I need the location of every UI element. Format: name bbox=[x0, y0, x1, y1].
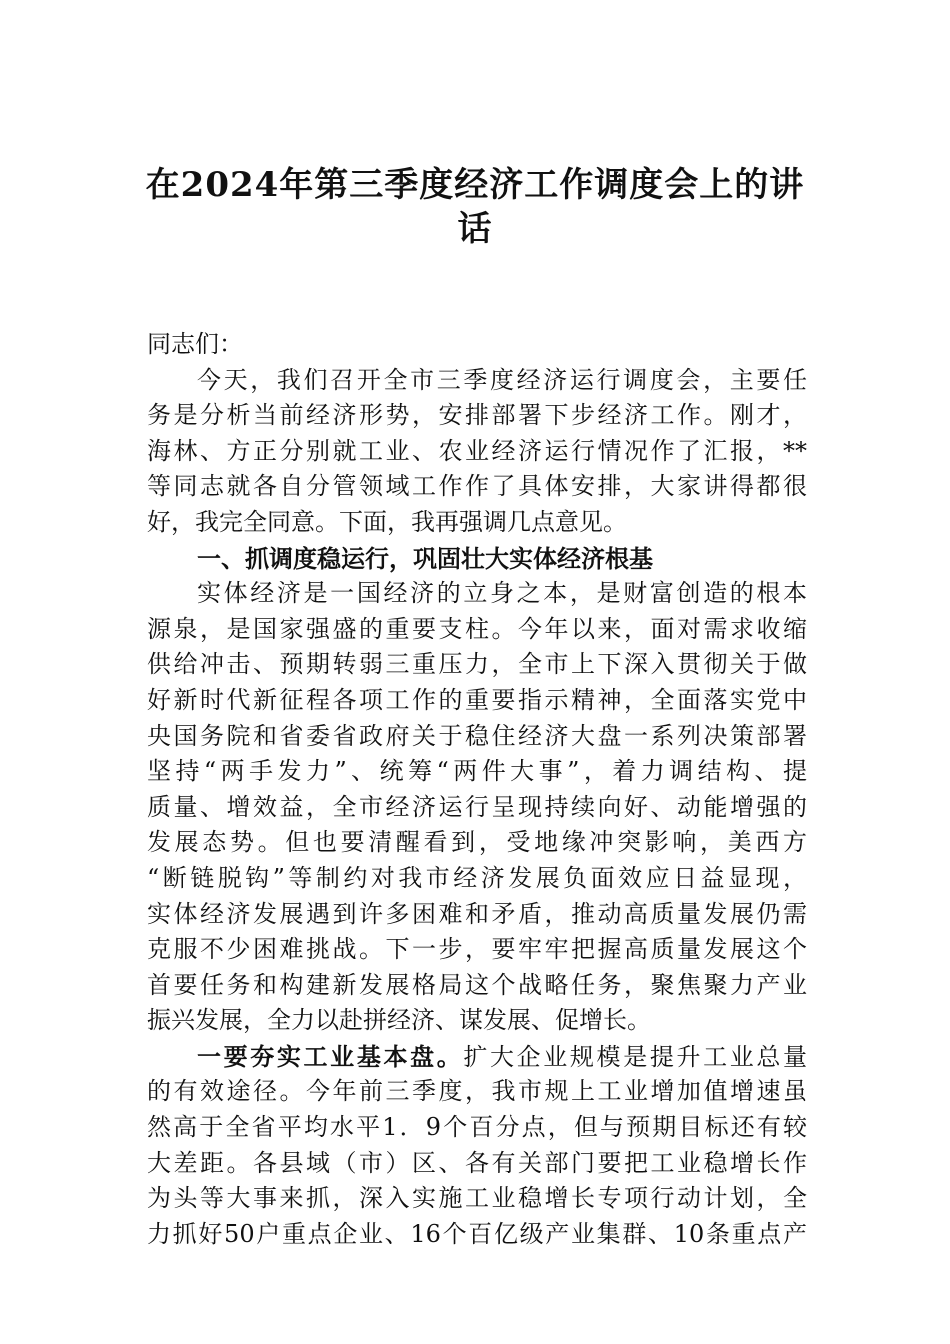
paragraph-3-line: 力抓好50户重点企业、16个百亿级产业集群、10条重点产 bbox=[147, 1219, 807, 1248]
document-body bbox=[147, 327, 807, 1252]
paragraph-2-line: 供给冲击、预期转弱三重压力，全市上下深入贯彻关于做 bbox=[147, 650, 807, 679]
paragraph-2-line: 坚持“两手发力”、统筹“两件大事”，着力调结构、提 bbox=[147, 757, 807, 786]
paragraph-1-line: 今天，我们召开全市三季度经济运行调度会，主要任 bbox=[197, 365, 807, 394]
paragraph-2-line: 克服不少困难挑战。下一步，要牢牢把握高质量发展这个 bbox=[147, 935, 807, 964]
paragraph-2-line: 实体经济是一国经济的立身之本，是财富创造的根本 bbox=[197, 579, 807, 608]
paragraph-1-line: 好，我完全同意。下面，我再强调几点意见。 bbox=[147, 507, 627, 536]
section-heading-1: 一、抓调度稳运行，巩固壮大实体经济根基 bbox=[197, 543, 653, 573]
paragraph-3-line: 然高于全省平均水平1．9个百分点，但与预期目标还有较 bbox=[147, 1113, 807, 1142]
paragraph-3-lead: 一要夯实工业基本盘。 bbox=[197, 1041, 464, 1071]
paragraph-2-line: 好新时代新征程各项工作的重要指示精神，全面落实党中 bbox=[147, 685, 807, 714]
paragraph-2-line: 发展态势。但也要清醒看到，受地缘冲突影响，美西方 bbox=[147, 828, 807, 857]
document-title-line-2: 话 bbox=[457, 209, 493, 249]
paragraph-2-line: 质量、增效益，全市经济运行呈现持续向好、动能增强的 bbox=[147, 792, 807, 821]
paragraph-2-line: 首要任务和构建新发展格局这个战略任务，聚焦聚力产业 bbox=[147, 970, 807, 999]
paragraph-1-line: 务是分析当前经济形势，安排部署下步经济工作。刚才， bbox=[147, 401, 807, 430]
paragraph-2-line: 源泉，是国家强盛的重要支柱。今年以来，面对需求收缩 bbox=[147, 614, 807, 643]
paragraph-2-line: “断链脱钩”等制约对我市经济发展负面效应日益显现， bbox=[147, 863, 807, 892]
paragraph-2-line: 实体经济发展遇到许多困难和矛盾，推动高质量发展仍需 bbox=[147, 899, 807, 928]
paragraph-3-line: 为头等大事来抓，深入实施工业稳增长专项行动计划，全 bbox=[147, 1184, 807, 1213]
paragraph-2-line: 央国务院和省委省政府关于稳住经济大盘一系列决策部署 bbox=[147, 721, 807, 750]
paragraph-3-line: 大差距。各县域（市）区、各有关部门要把工业稳增长作 bbox=[147, 1148, 807, 1177]
paragraph-3-line: 的有效途径。今年前三季度，我市规上工业增加值增速虽 bbox=[147, 1077, 807, 1106]
paragraph-3-first-line bbox=[147, 1039, 807, 1075]
document-title-line-1: 在2024年第三季度经济工作调度会上的讲 bbox=[145, 165, 805, 205]
paragraph-2-line: 振兴发展，全力以赴拼经济、谋发展、促增长。 bbox=[147, 1006, 651, 1035]
paragraph-1-line: 海林、方正分别就工业、农业经济运行情况作了汇报，** bbox=[147, 436, 807, 465]
paragraph-3-first-rest: 扩大企业规模是提升工业总量 bbox=[463, 1042, 807, 1071]
salutation: 同志们： bbox=[147, 330, 243, 358]
paragraph-1-line: 等同志就各自分管领域工作作了具体安排，大家讲得都很 bbox=[147, 472, 807, 501]
